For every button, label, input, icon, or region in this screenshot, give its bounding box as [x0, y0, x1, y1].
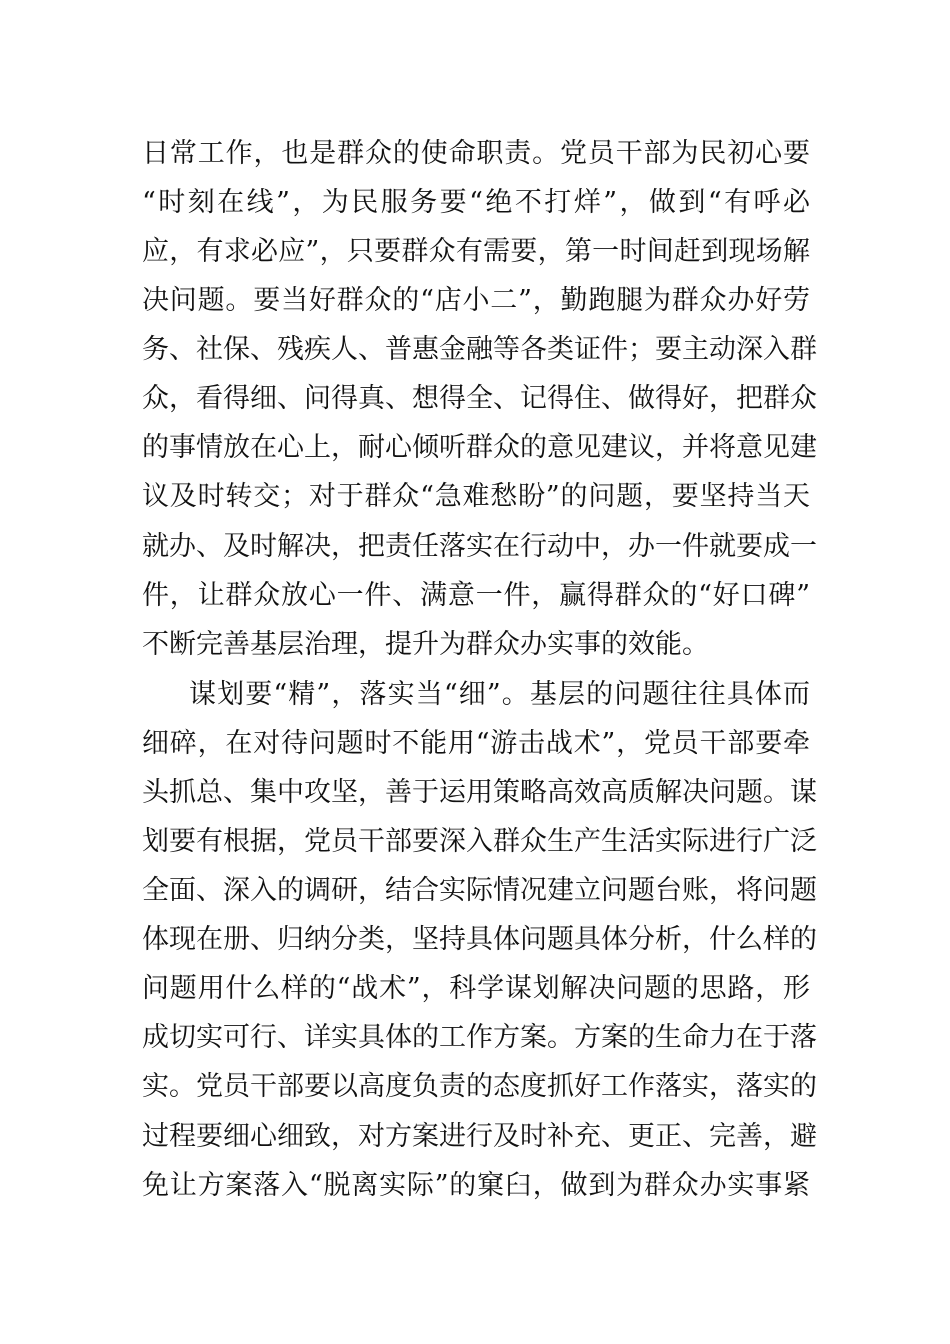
text-line: 全面、深入的调研，结合实际情况建立问题台账，将问题: [142, 875, 817, 906]
text-line: 问题用什么样的“战术”，科学谋划解决问题的思路，形: [142, 973, 810, 1004]
paragraph-first-line: 谋划要“精”，落实当“细”。基层的问题往往具体而: [189, 679, 810, 710]
text-line: 头抓总、集中攻坚，善于运用策略高效高质解决问题。谋: [142, 777, 817, 808]
text-line: 应，有求必应”，只要群众有需要，第一时间赶到现场解: [142, 236, 810, 267]
text-line: 免让方案落入“脱离实际”的窠臼，做到为群众办实事紧: [142, 1170, 810, 1201]
text-line: 就办、及时解决，把责任落实在行动中，办一件就要成一: [142, 531, 817, 562]
text-line: 件，让群众放心一件、满意一件，赢得群众的“好口碑”: [142, 580, 810, 611]
text-line: 决问题。要当好群众的“店小二”，勤跑腿为群众办好劳: [142, 285, 810, 316]
text-line: 议及时转交；对于群众“急难愁盼”的问题，要坚持当天: [142, 481, 810, 512]
text-line: 的事情放在心上，耐心倾听群众的意见建议，并将意见建: [142, 432, 817, 463]
text-line: 细碎，在对待问题时不能用“游击战术”，党员干部要牵: [142, 728, 810, 759]
text-line: 日常工作，也是群众的使命职责。党员干部为民初心要: [142, 138, 810, 169]
text-line: 划要有根据，党员干部要深入群众生产生活实际进行广泛: [142, 826, 817, 857]
text-line: 众，看得细、问得真、想得全、记得住、做得好，把群众: [142, 383, 817, 414]
text-line: 过程要细心细致，对方案进行及时补充、更正、完善，避: [142, 1121, 817, 1152]
text-line: 成切实可行、详实具体的工作方案。方案的生命力在于落: [142, 1022, 817, 1053]
paragraph-last-line: 不断完善基层治理，提升为群众办实事的效能。: [142, 629, 709, 660]
text-line: “时刻在线”，为民服务要“绝不打烊”，做到“有呼必: [142, 187, 810, 218]
text-line: 实。党员干部要以高度负责的态度抓好工作落实，落实的: [142, 1071, 817, 1102]
text-line: 务、社保、残疾人、普惠金融等各类证件；要主动深入群: [142, 334, 817, 365]
text-line: 体现在册、归纳分类，坚持具体问题具体分析，什么样的: [142, 924, 817, 955]
